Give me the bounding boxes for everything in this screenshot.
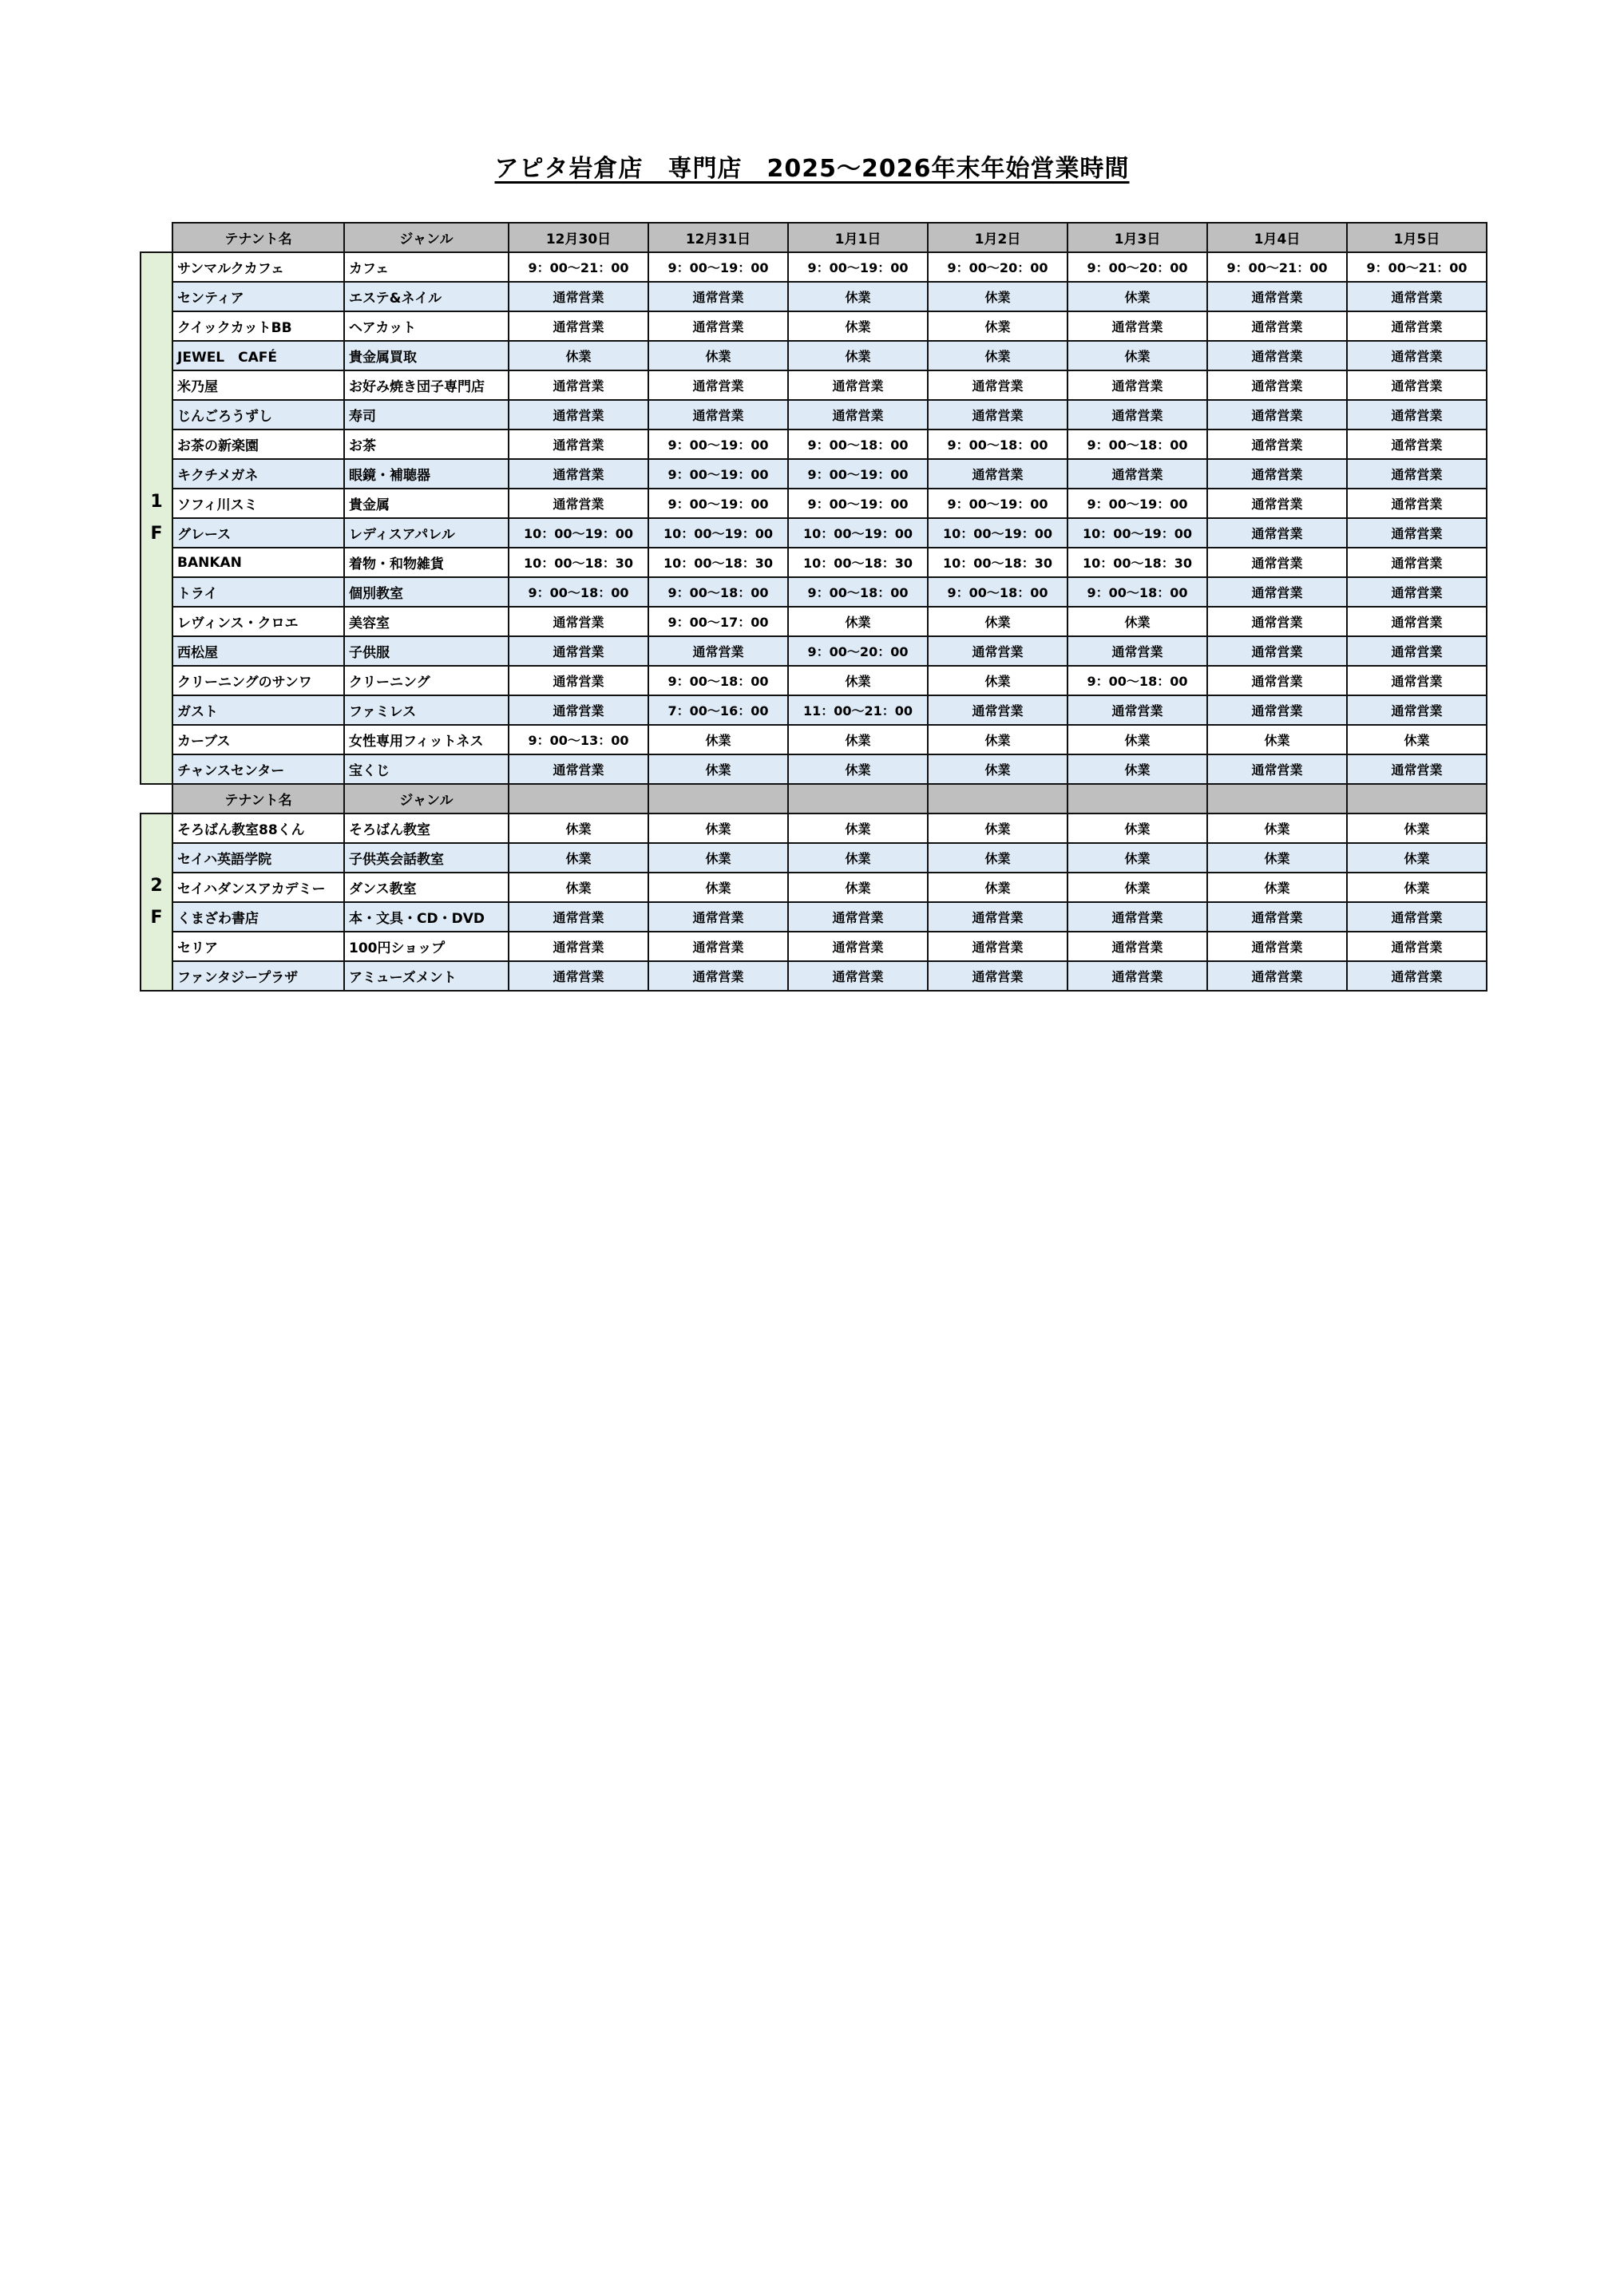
- tenant-name-cell: キクチメガネ: [172, 459, 344, 489]
- genre-cell: 子供英会話教室: [344, 843, 509, 873]
- table-row: [141, 607, 1487, 636]
- hours-cell: 9：00～18：00: [928, 577, 1067, 607]
- header-tenant-name: テナント名: [172, 784, 344, 813]
- genre-cell: 個別教室: [344, 577, 509, 607]
- table-row: [141, 873, 1487, 902]
- table-row: [141, 311, 1487, 341]
- table-row: [141, 577, 1487, 607]
- genre-cell: 貴金属: [344, 489, 509, 518]
- hours-cell: 9：00～13：00: [509, 725, 648, 754]
- genre-cell: 眼鏡・補聴器: [344, 459, 509, 489]
- tenant-name-cell: ファンタジープラザ: [172, 961, 344, 991]
- hours-cell: 休業: [1347, 873, 1487, 902]
- hours-cell: 9：00～18：00: [648, 577, 788, 607]
- floor-number: 1: [150, 492, 163, 512]
- hours-cell: 通常営業: [648, 932, 788, 961]
- hours-cell: 休業: [1207, 873, 1347, 902]
- hours-cell: 通常営業: [928, 400, 1067, 430]
- hours-cell: 通常営業: [1067, 400, 1207, 430]
- genre-cell: ファミレス: [344, 695, 509, 725]
- tenant-name-cell: センティア: [172, 282, 344, 311]
- table-row: [141, 282, 1487, 311]
- genre-cell: 寿司: [344, 400, 509, 430]
- hours-cell: 11：00～21：00: [788, 695, 928, 725]
- genre-cell: 宝くじ: [344, 754, 509, 784]
- genre-cell: クリーニング: [344, 666, 509, 695]
- hours-cell: 通常営業: [928, 636, 1067, 666]
- table-row: [141, 430, 1487, 459]
- hours-cell: 休業: [788, 282, 928, 311]
- hours-cell: 通常営業: [1067, 459, 1207, 489]
- hours-cell: 7：00～16：00: [648, 695, 788, 725]
- hours-cell: 10：00～19：00: [788, 518, 928, 548]
- hours-cell: 通常営業: [509, 282, 648, 311]
- corner-cell: [141, 223, 172, 252]
- hours-cell: 休業: [648, 341, 788, 370]
- hours-cell: 通常営業: [509, 459, 648, 489]
- hours-cell: 通常営業: [1207, 666, 1347, 695]
- genre-cell: ダンス教室: [344, 873, 509, 902]
- hours-cell: 通常営業: [1067, 902, 1207, 932]
- hours-cell: 9：00～20：00: [788, 636, 928, 666]
- genre-cell: 貴金属買取: [344, 341, 509, 370]
- table-row: [141, 813, 1487, 843]
- hours-cell: 10：00～19：00: [928, 518, 1067, 548]
- hours-cell: 9：00～19：00: [788, 459, 928, 489]
- hours-cell: 通常営業: [1347, 430, 1487, 459]
- hours-cell: 通常営業: [1207, 400, 1347, 430]
- hours-cell: 通常営業: [788, 961, 928, 991]
- header-date: 1月4日: [1207, 223, 1347, 252]
- genre-cell: 美容室: [344, 607, 509, 636]
- table-row: [141, 459, 1487, 489]
- hours-cell: 9：00～18：00: [1067, 666, 1207, 695]
- hours-cell: 休業: [1347, 813, 1487, 843]
- hours-cell: 通常営業: [1207, 282, 1347, 311]
- hours-cell: 通常営業: [648, 400, 788, 430]
- hours-cell: 9：00～19：00: [648, 252, 788, 282]
- hours-cell: 通常営業: [1347, 311, 1487, 341]
- hours-cell: 通常営業: [1347, 636, 1487, 666]
- hours-cell: 9：00～18：00: [1067, 577, 1207, 607]
- hours-cell: 通常営業: [1347, 666, 1487, 695]
- tenant-name-cell: カーブス: [172, 725, 344, 754]
- hours-cell: 9：00～21：00: [509, 252, 648, 282]
- hours-cell: 通常営業: [1207, 518, 1347, 548]
- hours-cell: 休業: [509, 813, 648, 843]
- hours-cell: 休業: [788, 666, 928, 695]
- hours-cell: 9：00～21：00: [1207, 252, 1347, 282]
- hours-cell: 通常営業: [928, 459, 1067, 489]
- hours-cell: 休業: [648, 843, 788, 873]
- genre-cell: 100円ショップ: [344, 932, 509, 961]
- hours-cell: 通常営業: [788, 400, 928, 430]
- hours-cell: 休業: [788, 873, 928, 902]
- hours-cell: 9：00～19：00: [648, 489, 788, 518]
- hours-cell: 休業: [788, 607, 928, 636]
- tenant-name-cell: トライ: [172, 577, 344, 607]
- tenant-name-cell: くまざわ書店: [172, 902, 344, 932]
- hours-table: [140, 222, 1487, 992]
- hours-cell: 10：00～18：30: [648, 548, 788, 577]
- tenant-name-cell: チャンスセンター: [172, 754, 344, 784]
- hours-cell: 通常営業: [1207, 695, 1347, 725]
- hours-cell: 通常営業: [1347, 932, 1487, 961]
- table-row: [141, 341, 1487, 370]
- genre-cell: そろばん教室: [344, 813, 509, 843]
- header-blank: [1207, 784, 1347, 813]
- floor-suffix: F: [150, 908, 163, 928]
- hours-cell: 休業: [788, 341, 928, 370]
- hours-cell: 休業: [928, 843, 1067, 873]
- hours-cell: 9：00～19：00: [1067, 489, 1207, 518]
- tenant-name-cell: クイックカットBB: [172, 311, 344, 341]
- hours-cell: 通常営業: [509, 754, 648, 784]
- tenant-name-cell: グレース: [172, 518, 344, 548]
- header-genre: ジャンル: [344, 223, 509, 252]
- hours-cell: 9：00～18：00: [788, 577, 928, 607]
- hours-cell: 9：00～17：00: [648, 607, 788, 636]
- table-row: [141, 400, 1487, 430]
- hours-cell: 通常営業: [1207, 370, 1347, 400]
- hours-cell: 通常営業: [1347, 400, 1487, 430]
- header-blank: [1347, 784, 1487, 813]
- tenant-name-cell: ガスト: [172, 695, 344, 725]
- table-row: [141, 518, 1487, 548]
- genre-cell: 女性専用フィットネス: [344, 725, 509, 754]
- hours-cell: 通常営業: [509, 932, 648, 961]
- hours-cell: 通常営業: [1347, 607, 1487, 636]
- hours-cell: 休業: [1067, 282, 1207, 311]
- table-row: [141, 961, 1487, 991]
- hours-cell: 休業: [648, 873, 788, 902]
- hours-cell: 通常営業: [509, 607, 648, 636]
- genre-cell: お好み焼き団子専門店: [344, 370, 509, 400]
- hours-cell: 通常営業: [1347, 754, 1487, 784]
- genre-cell: レディスアパレル: [344, 518, 509, 548]
- hours-cell: 10：00～18：30: [1067, 548, 1207, 577]
- hours-cell: 通常営業: [1347, 961, 1487, 991]
- hours-cell: 休業: [509, 843, 648, 873]
- floor-number: 2: [150, 876, 163, 896]
- hours-cell: 通常営業: [648, 311, 788, 341]
- tenant-name-cell: サンマルクカフェ: [172, 252, 344, 282]
- table-row: [141, 636, 1487, 666]
- header-genre: ジャンル: [344, 784, 509, 813]
- hours-cell: 通常営業: [1207, 548, 1347, 577]
- hours-cell: 休業: [928, 341, 1067, 370]
- hours-cell: 10：00～18：30: [509, 548, 648, 577]
- table-row: [141, 902, 1487, 932]
- hours-cell: 9：00～18：00: [928, 430, 1067, 459]
- hours-cell: 通常営業: [509, 311, 648, 341]
- hours-cell: 休業: [788, 843, 928, 873]
- header-row: [141, 223, 1487, 252]
- hours-cell: 通常営業: [509, 370, 648, 400]
- table-row: [141, 843, 1487, 873]
- genre-cell: カフェ: [344, 252, 509, 282]
- hours-cell: 休業: [1207, 813, 1347, 843]
- hours-cell: 休業: [648, 754, 788, 784]
- hours-cell: 通常営業: [1347, 902, 1487, 932]
- hours-cell: 通常営業: [648, 282, 788, 311]
- tenant-name-cell: セイハダンスアカデミー: [172, 873, 344, 902]
- tenant-name-cell: クリーニングのサンワ: [172, 666, 344, 695]
- hours-cell: 休業: [788, 813, 928, 843]
- hours-cell: 休業: [928, 607, 1067, 636]
- hours-cell: 10：00～18：30: [928, 548, 1067, 577]
- hours-cell: 通常営業: [1067, 636, 1207, 666]
- hours-cell: 通常営業: [1207, 489, 1347, 518]
- hours-cell: 休業: [928, 754, 1067, 784]
- hours-cell: 通常営業: [788, 902, 928, 932]
- hours-cell: 通常営業: [509, 636, 648, 666]
- header-tenant-name: テナント名: [172, 223, 344, 252]
- hours-cell: 10：00～18：30: [788, 548, 928, 577]
- hours-cell: 9：00～18：00: [788, 430, 928, 459]
- hours-cell: 10：00～19：00: [509, 518, 648, 548]
- hours-cell: 休業: [1067, 873, 1207, 902]
- subheader-row: [141, 784, 1487, 813]
- genre-cell: ヘアカット: [344, 311, 509, 341]
- tenant-name-cell: セリア: [172, 932, 344, 961]
- genre-cell: 子供服: [344, 636, 509, 666]
- hours-cell: 休業: [928, 813, 1067, 843]
- tenant-name-cell: 米乃屋: [172, 370, 344, 400]
- hours-cell: 通常営業: [1347, 518, 1487, 548]
- header-date: 1月5日: [1347, 223, 1487, 252]
- table-row: [141, 489, 1487, 518]
- hours-cell: 通常営業: [1067, 961, 1207, 991]
- floor-label: [141, 813, 172, 991]
- header-date: 12月30日: [509, 223, 648, 252]
- hours-cell: 通常営業: [928, 695, 1067, 725]
- hours-cell: 休業: [648, 813, 788, 843]
- hours-cell: 通常営業: [1207, 311, 1347, 341]
- tenant-name-cell: BANKAN: [172, 548, 344, 577]
- hours-cell: 9：00～19：00: [788, 252, 928, 282]
- table-row: [141, 666, 1487, 695]
- page-title: アピタ岩倉店 専門店 2025～2026年末年始営業時間: [494, 155, 1130, 183]
- hours-cell: 通常営業: [1067, 370, 1207, 400]
- hours-cell: 通常営業: [1207, 430, 1347, 459]
- hours-cell: 通常営業: [648, 370, 788, 400]
- hours-cell: 通常営業: [1347, 370, 1487, 400]
- hours-cell: 10：00～19：00: [1067, 518, 1207, 548]
- hours-cell: 9：00～19：00: [928, 489, 1067, 518]
- hours-cell: 9：00～18：00: [509, 577, 648, 607]
- hours-cell: 通常営業: [648, 902, 788, 932]
- tenant-name-cell: JEWEL CAFÉ: [172, 341, 344, 370]
- table-row: [141, 932, 1487, 961]
- hours-cell: 通常営業: [1347, 459, 1487, 489]
- hours-cell: 通常営業: [1347, 282, 1487, 311]
- header-blank: [788, 784, 928, 813]
- hours-cell: 休業: [788, 311, 928, 341]
- genre-cell: 本・文具・CD・DVD: [344, 902, 509, 932]
- tenant-name-cell: 西松屋: [172, 636, 344, 666]
- header-date: 12月31日: [648, 223, 788, 252]
- floor-label: [141, 252, 172, 784]
- hours-cell: 休業: [1207, 725, 1347, 754]
- hours-cell: 休業: [1067, 725, 1207, 754]
- hours-cell: 通常営業: [509, 400, 648, 430]
- hours-cell: 通常営業: [1347, 489, 1487, 518]
- table-row: [141, 725, 1487, 754]
- hours-cell: 通常営業: [509, 902, 648, 932]
- hours-cell: 休業: [928, 282, 1067, 311]
- hours-cell: 通常営業: [1207, 459, 1347, 489]
- hours-cell: 通常営業: [1207, 341, 1347, 370]
- table-row: [141, 370, 1487, 400]
- hours-cell: 9：00～20：00: [928, 252, 1067, 282]
- hours-cell: 休業: [1207, 843, 1347, 873]
- hours-cell: 通常営業: [928, 370, 1067, 400]
- hours-cell: 休業: [648, 725, 788, 754]
- hours-cell: 9：00～19：00: [648, 430, 788, 459]
- hours-cell: 通常営業: [1207, 902, 1347, 932]
- hours-cell: 通常営業: [1207, 754, 1347, 784]
- header-blank: [509, 784, 648, 813]
- hours-cell: 通常営業: [1207, 577, 1347, 607]
- table-row: [141, 548, 1487, 577]
- tenant-name-cell: そろばん教室88くん: [172, 813, 344, 843]
- header-blank: [1067, 784, 1207, 813]
- hours-cell: 通常営業: [1207, 961, 1347, 991]
- hours-cell: 9：00～18：00: [1067, 430, 1207, 459]
- hours-cell: 9：00～19：00: [788, 489, 928, 518]
- floor-suffix: F: [150, 524, 163, 544]
- hours-cell: 休業: [1347, 725, 1487, 754]
- hours-cell: 通常営業: [509, 961, 648, 991]
- hours-cell: 休業: [928, 311, 1067, 341]
- hours-cell: 通常営業: [648, 636, 788, 666]
- hours-cell: 通常営業: [509, 666, 648, 695]
- corner-cell: [141, 784, 172, 813]
- hours-cell: 通常営業: [1347, 695, 1487, 725]
- genre-cell: エステ&ネイル: [344, 282, 509, 311]
- genre-cell: アミューズメント: [344, 961, 509, 991]
- hours-cell: 休業: [928, 725, 1067, 754]
- tenant-name-cell: じんごろうずし: [172, 400, 344, 430]
- hours-cell: 休業: [1067, 607, 1207, 636]
- tenant-name-cell: お茶の新楽園: [172, 430, 344, 459]
- hours-cell: 通常営業: [1347, 577, 1487, 607]
- hours-cell: 通常営業: [509, 430, 648, 459]
- genre-cell: 着物・和物雑貨: [344, 548, 509, 577]
- hours-cell: 通常営業: [1207, 636, 1347, 666]
- hours-cell: 通常営業: [1067, 932, 1207, 961]
- hours-cell: 9：00～21：00: [1347, 252, 1487, 282]
- hours-cell: 通常営業: [509, 695, 648, 725]
- tenant-name-cell: セイハ英語学院: [172, 843, 344, 873]
- hours-cell: 9：00～20：00: [1067, 252, 1207, 282]
- table-row: [141, 252, 1487, 282]
- tenant-name-cell: ソフィ川スミ: [172, 489, 344, 518]
- hours-cell: 9：00～19：00: [648, 459, 788, 489]
- genre-cell: お茶: [344, 430, 509, 459]
- hours-cell: 通常営業: [788, 932, 928, 961]
- header-date: 1月3日: [1067, 223, 1207, 252]
- hours-cell: 通常営業: [648, 961, 788, 991]
- hours-cell: 通常営業: [1207, 607, 1347, 636]
- hours-cell: 通常営業: [1347, 548, 1487, 577]
- hours-cell: 休業: [928, 873, 1067, 902]
- hours-cell: 休業: [1067, 341, 1207, 370]
- table-row: [141, 695, 1487, 725]
- tenant-name-cell: レヴィンス・クロエ: [172, 607, 344, 636]
- hours-cell: 通常営業: [928, 961, 1067, 991]
- hours-cell: 通常営業: [1067, 311, 1207, 341]
- hours-cell: 休業: [788, 754, 928, 784]
- hours-cell: 9：00～18：00: [648, 666, 788, 695]
- table-row: [141, 754, 1487, 784]
- hours-cell: 休業: [788, 725, 928, 754]
- hours-cell: 休業: [1347, 843, 1487, 873]
- hours-cell: 通常営業: [928, 932, 1067, 961]
- header-date: 1月2日: [928, 223, 1067, 252]
- header-date: 1月1日: [788, 223, 928, 252]
- hours-cell: 休業: [509, 341, 648, 370]
- hours-cell: 通常営業: [928, 902, 1067, 932]
- hours-cell: 通常営業: [1347, 341, 1487, 370]
- hours-cell: 休業: [1067, 754, 1207, 784]
- header-blank: [928, 784, 1067, 813]
- hours-cell: 通常営業: [788, 370, 928, 400]
- hours-cell: 休業: [1067, 843, 1207, 873]
- hours-cell: 休業: [509, 873, 648, 902]
- hours-cell: 休業: [928, 666, 1067, 695]
- hours-cell: 通常営業: [1067, 695, 1207, 725]
- header-blank: [648, 784, 788, 813]
- hours-cell: 通常営業: [1207, 932, 1347, 961]
- hours-cell: 休業: [1067, 813, 1207, 843]
- hours-cell: 通常営業: [509, 489, 648, 518]
- hours-cell: 10：00～19：00: [648, 518, 788, 548]
